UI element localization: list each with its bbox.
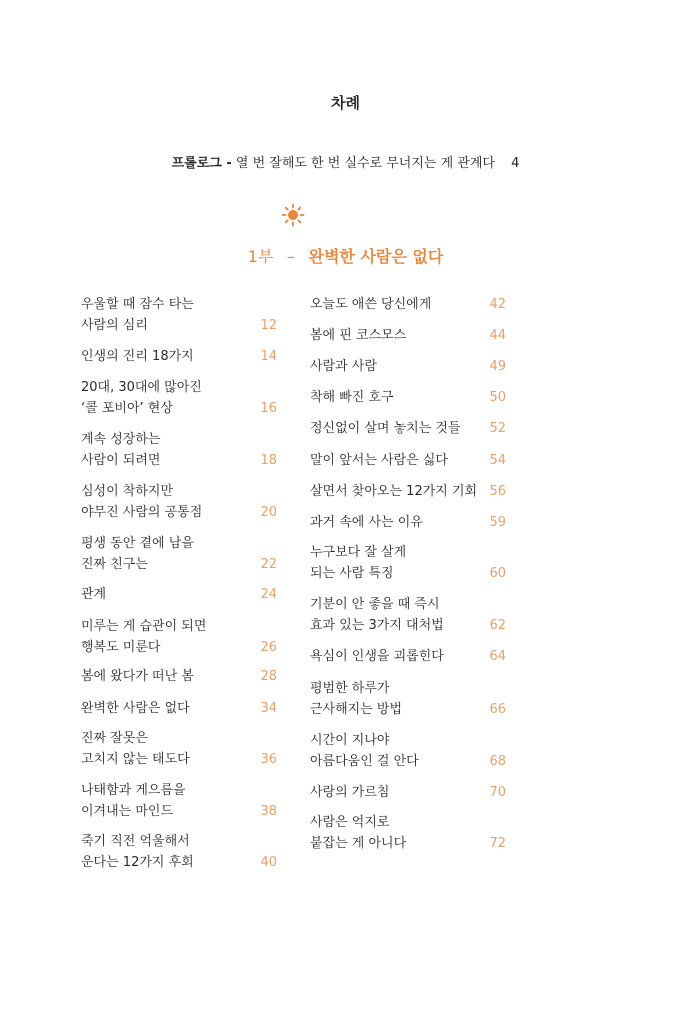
toc-entry-page: 66 [489,702,506,717]
toc-entry-page: 62 [489,618,506,633]
toc-entry[interactable] [81,294,277,336]
toc-entry-title: 시간이 지나야 [310,733,390,748]
part-number: 1부 [247,247,274,266]
toc-entry[interactable] [310,356,506,377]
toc-entry-title: 봄에 핀 코스모스 [310,328,407,343]
toc-entry-title: 사람은 억지로 [310,815,390,830]
toc-entry-page: 50 [489,390,506,405]
toc-entry[interactable] [81,616,277,658]
toc-entry-page: 60 [489,566,506,581]
prologue-title: 열 번 잘해도 한 번 실수로 무너지는 게 관계다 [235,156,495,171]
toc-entry-page: 26 [260,640,277,655]
toc-entry-title: 붙잡는 게 아니다 [310,836,407,851]
toc-entry-title: 우울할 때 잠수 타는 [81,297,194,312]
toc-entry-title: 관계 [81,587,107,602]
toc-entry-title: 정신없이 살며 놓치는 것들 [310,421,461,436]
toc-entry[interactable] [310,678,506,720]
toc-entry-title: 착해 빠진 호구 [310,390,394,405]
toc-entry-page: 38 [260,804,277,819]
toc-entry-title: 야무진 사람의 공통점 [81,505,203,520]
toc-entry-title: 인생의 진리 18가지 [81,349,194,364]
toc-entry[interactable] [81,831,277,873]
toc-entry-page: 12 [260,318,277,333]
toc-entry[interactable] [81,346,277,367]
toc-entry-page: 72 [489,836,506,851]
toc-entry-page: 18 [260,453,277,468]
toc-entry-title: 사람과 사람 [310,359,377,374]
toc-entry[interactable] [310,325,506,346]
toc-entry-title: 과거 속에 사는 이유 [310,515,423,530]
toc-entry[interactable] [310,294,506,315]
toc-entry-title: 심성이 착하지만 [81,484,174,499]
toc-entry-title: 진짜 잘못은 [81,731,148,746]
toc-entry-title: 계속 성장하는 [81,432,161,447]
toc-entry-title: ‘콜 포비아’ 현상 [81,401,173,416]
toc-entry[interactable] [81,584,277,605]
toc-entry-title: 사람이 되려면 [81,453,161,468]
toc-entry-title: 아름다움인 걸 안다 [310,754,419,769]
toc-entry-page: 36 [260,752,277,767]
toc-entry-title: 평생 동안 곁에 남을 [81,536,194,551]
toc-entry[interactable] [310,481,506,502]
toc-entry-title: 말이 앞서는 사람은 싫다 [310,453,448,468]
toc-entry-page: 59 [489,515,506,530]
toc-entry-title: 완벽한 사람은 없다 [81,701,190,716]
toc-entry[interactable] [310,542,506,584]
toc-entry[interactable] [310,512,506,533]
toc-entry-page: 64 [489,649,506,664]
toc-entry[interactable] [310,418,506,439]
toc-entry-page: 22 [260,557,277,572]
toc-entry-page: 40 [260,855,277,870]
toc-entry-title: 근사해지는 방법 [310,702,403,717]
toc-entry[interactable] [81,533,277,575]
toc-entry-title: 20대, 30대에 많아진 [81,380,202,395]
toc-entry-page: 70 [489,785,506,800]
toc-entry-title: 이겨내는 마인드 [81,804,174,819]
part-dash: – [286,247,295,266]
toc-entry-page: 56 [489,484,506,499]
toc-entry[interactable] [81,429,277,471]
toc-entry-page: 54 [489,453,506,468]
toc-entry[interactable] [310,782,506,803]
toc-entry[interactable] [81,698,277,719]
prologue-entry [0,152,691,171]
toc-entry-page: 20 [260,505,277,520]
toc-entry[interactable] [310,812,506,854]
toc-entry[interactable] [81,377,277,419]
toc-entry-title: 누구보다 잘 살게 [310,545,407,560]
toc-entry[interactable] [310,387,506,408]
toc-entry[interactable] [81,780,277,822]
toc-entry-title: 사람의 심리 [81,318,148,333]
toc-entry-title: 기분이 안 좋을 때 즉시 [310,597,440,612]
toc-entry-title: 나태함과 게으름을 [81,783,186,798]
toc-entry-page: 68 [489,754,506,769]
toc-entry-page: 24 [260,587,277,602]
toc-entry-title: 효과 있는 3가지 대처법 [310,618,444,633]
toc-entry-page: 42 [489,297,506,312]
toc-entry[interactable] [81,666,277,687]
toc-entry-page: 28 [260,669,277,684]
toc-entry-title: 오늘도 애쓴 당신에게 [310,297,432,312]
toc-entry-page: 49 [489,359,506,374]
toc-entry-title: 진짜 친구는 [81,557,148,572]
toc-entry-title: 봄에 왔다가 떠난 봄 [81,669,194,684]
toc-entry[interactable] [81,728,277,770]
toc-entry-title: 죽기 직전 억울해서 [81,834,190,849]
toc-entry[interactable] [310,594,506,636]
toc-entry[interactable] [81,481,277,523]
toc-entry-title: 욕심이 인생을 괴롭힌다 [310,649,444,664]
toc-entry-title: 사랑의 가르침 [310,785,390,800]
toc-entry-title: 되는 사람 특징 [310,566,394,581]
part-heading [0,244,691,267]
prologue-page: 4 [511,156,520,171]
page-title: 차례 [331,94,360,112]
toc-entry-page: 16 [260,401,277,416]
prologue-label: 프롤로그 - [171,156,232,171]
toc-entry[interactable] [310,646,506,667]
toc-entry-page: 52 [489,421,506,436]
toc-entry-title: 운다는 12가지 후회 [81,855,194,870]
sun-icon [281,203,305,227]
toc-entry-title: 미루는 게 습관이 되면 [81,619,207,634]
toc-entry-title: 행복도 미룬다 [81,640,161,655]
toc-entry-title: 고치지 않는 태도다 [81,752,190,767]
toc-entry[interactable] [310,450,506,471]
toc-entry-title: 평범한 하루가 [310,681,390,696]
toc-entry-page: 14 [260,349,277,364]
toc-entry-title: 살면서 찾아오는 12가지 기회 [310,484,478,499]
toc-entry[interactable] [310,730,506,772]
toc-entry-page: 44 [489,328,506,343]
toc-entry-page: 34 [260,701,277,716]
part-title: 완벽한 사람은 없다 [308,247,444,266]
